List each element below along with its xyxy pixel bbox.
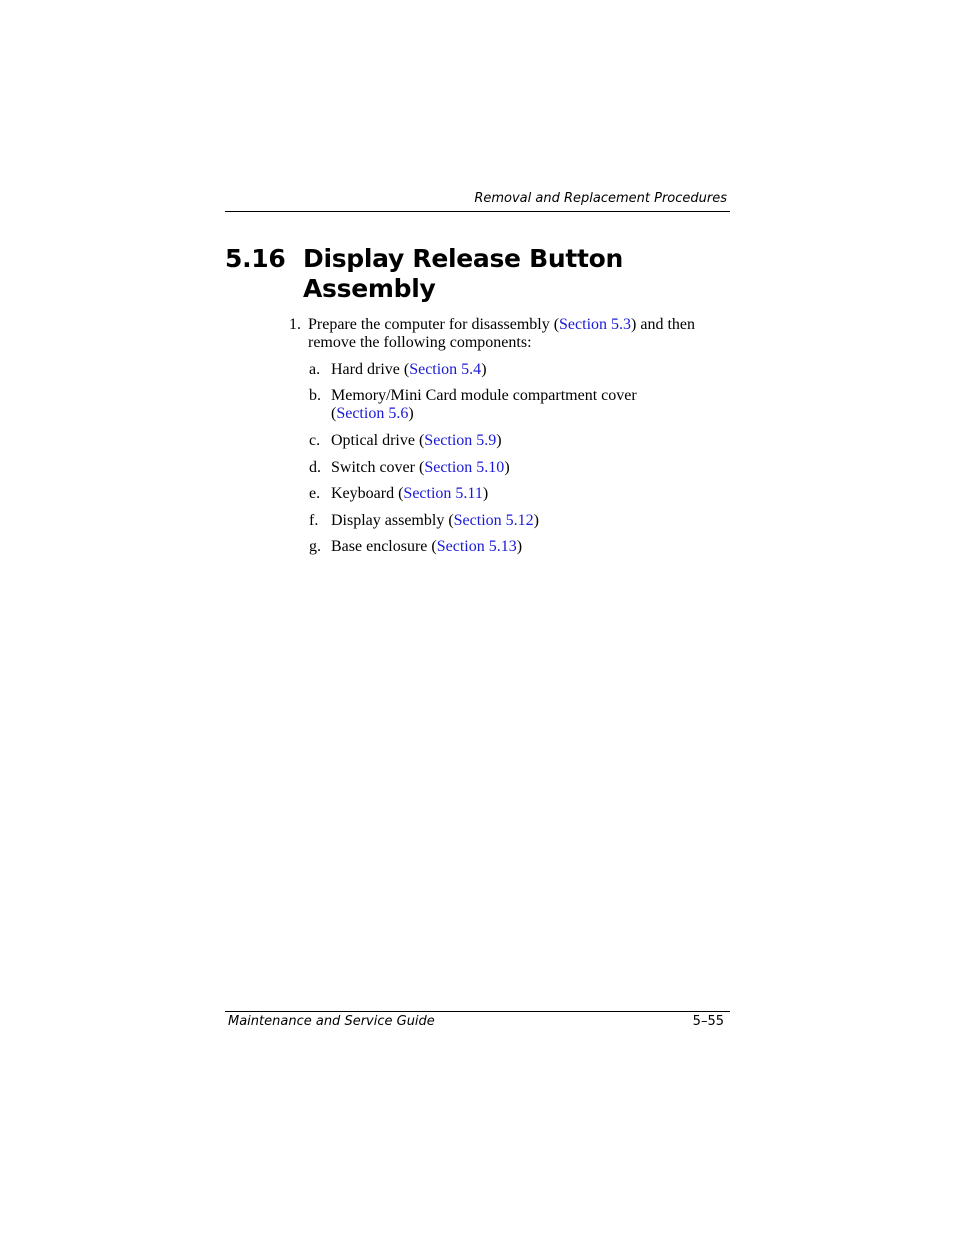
list-item-a xyxy=(309,361,729,379)
list-item-letter: b. xyxy=(309,387,321,404)
list-item-e xyxy=(309,485,729,503)
list-item-text xyxy=(331,432,729,450)
link-section-5-12[interactable]: Section 5.12 xyxy=(453,512,534,529)
list-item-b xyxy=(309,387,669,423)
list-item-letter: c. xyxy=(309,432,321,449)
link-section-5-13[interactable]: Section 5.13 xyxy=(436,538,517,555)
step-1 xyxy=(289,316,729,352)
list-item-letter: f. xyxy=(309,512,319,529)
link-section-5-6[interactable]: Section 5.6 xyxy=(336,405,409,422)
list-item-text xyxy=(331,512,729,530)
step-text xyxy=(308,316,729,352)
list-item-text xyxy=(331,361,729,379)
footer-guide-title: Maintenance and Service Guide xyxy=(228,1014,435,1029)
list-item-f xyxy=(309,512,729,530)
list-item-text xyxy=(331,485,729,503)
footer-page-number: 5–55 xyxy=(692,1014,724,1029)
running-head: Removal and Replacement Procedures xyxy=(474,191,727,206)
list-item-close: ) xyxy=(482,485,489,502)
list-item-label: Display assembly ( xyxy=(331,512,454,529)
section-title xyxy=(225,244,623,304)
list-item-close: ) xyxy=(481,361,487,378)
link-section-5-11[interactable]: Section 5.11 xyxy=(403,485,483,502)
footer-rule xyxy=(225,1011,730,1012)
list-item-label: Memory/Mini Card module compartment cover ( xyxy=(331,387,637,422)
list-item-close: ) xyxy=(408,405,414,422)
link-section-5-10[interactable]: Section 5.10 xyxy=(424,459,505,476)
list-item-letter: g. xyxy=(309,538,321,555)
section-number: 5.16 xyxy=(225,244,286,273)
section-title-line2: Assembly xyxy=(303,274,436,303)
list-item-text xyxy=(331,538,729,556)
step-text-before: Prepare the computer for disassembly ( xyxy=(308,316,560,333)
header-rule xyxy=(225,211,730,212)
list-item-text xyxy=(331,387,669,423)
list-item-close: ) xyxy=(516,538,523,555)
list-item-label: Hard drive ( xyxy=(331,361,410,378)
list-item-label: Switch cover ( xyxy=(331,459,425,476)
step-number: 1. xyxy=(289,316,301,333)
link-section-5-3[interactable]: Section 5.3 xyxy=(559,316,632,333)
list-item-text xyxy=(331,459,729,477)
list-item-letter: a. xyxy=(309,361,321,378)
list-item-letter: e. xyxy=(309,485,321,502)
step-text-after: ) and then remove the following components: xyxy=(308,316,696,351)
list-item-label: Base enclosure ( xyxy=(331,538,437,555)
list-item-d xyxy=(309,459,729,477)
link-section-5-4[interactable]: Section 5.4 xyxy=(409,361,482,378)
list-item-g xyxy=(309,538,729,556)
section-title-line1: Display Release Button xyxy=(303,244,624,273)
list-item-c xyxy=(309,432,729,450)
link-section-5-9[interactable]: Section 5.9 xyxy=(424,432,497,449)
list-item-label: Optical drive ( xyxy=(331,432,425,449)
list-item-label: Keyboard ( xyxy=(331,485,404,502)
list-item-close: ) xyxy=(504,459,510,476)
list-item-close: ) xyxy=(533,512,539,529)
list-item-close: ) xyxy=(496,432,502,449)
list-item-letter: d. xyxy=(309,459,321,476)
